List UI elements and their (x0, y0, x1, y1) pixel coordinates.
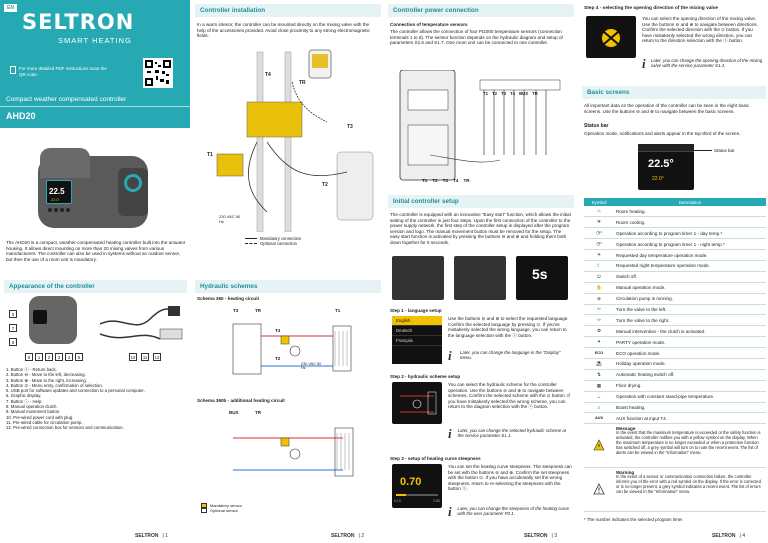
callout-number: 11 (142, 355, 148, 360)
callout-number: 9 (25, 353, 33, 361)
terminal-labels (483, 91, 538, 96)
warning-title: Warning (616, 470, 635, 476)
table-row (584, 468, 766, 512)
scheme-label-t4: T4 (275, 328, 281, 333)
message-icon (584, 424, 614, 468)
terminal-diagram (390, 70, 572, 188)
part-item: 7. Button ⓘ - Help. (6, 398, 43, 404)
callout-number: 5 (75, 353, 83, 361)
installation-text: In a warm interior, the controller can be mounted directly on the mixing valve with the help of the accessories provided. Avoid close proximity to any strong electromagnetic fields. (197, 22, 370, 39)
wire-label: T4 (453, 178, 459, 183)
section-header-power: Controller power connection (388, 4, 574, 17)
symbol-description: Floor drying. (614, 380, 766, 391)
legend-optional-sensor: Optional sensor (210, 508, 239, 513)
step1-note-text: Later, you can change the language in the "Display" menu. (459, 350, 561, 361)
footer (135, 533, 168, 539)
callout-number: 12 (154, 355, 160, 360)
sensors-title: Connection of temperature sensors (390, 22, 468, 27)
table-row (584, 380, 766, 391)
page-3 (386, 0, 577, 543)
boost-icon: ⌂ (584, 402, 614, 413)
wire-labels (422, 178, 470, 183)
part-item: 10. Pre-wired power cord with plug. (6, 414, 74, 420)
steepness-value: 0.70 (400, 476, 422, 488)
section-header-appearance: Appearance of the controller (4, 280, 187, 293)
scheme-label-tr2: TR (255, 410, 261, 415)
info-icon: i (448, 504, 452, 519)
scheme-360-title: Schema 360 - heating circuit (197, 296, 260, 301)
moon-icon: ☾ (584, 260, 614, 271)
table-row (584, 358, 766, 369)
language-option[interactable]: Deutsch (392, 326, 442, 336)
footer-brand: SELTRON (135, 533, 159, 539)
model-name: AHD20 (6, 111, 36, 121)
symbol-description: Boost heating. (614, 402, 766, 413)
step4-note (642, 58, 764, 70)
symbol-description: PARTY operation mode. (614, 337, 766, 348)
symbol-description: Requested night temperature operation mode. (614, 260, 766, 271)
table-row (584, 239, 766, 250)
table-row (584, 326, 766, 337)
step3-note (448, 506, 572, 518)
cover-panel (0, 0, 190, 128)
language-badge: EN (4, 4, 17, 12)
steepness-min: 0.10 (394, 499, 401, 503)
symbol-description: ECO operation mode. (614, 348, 766, 359)
symbol-description: Manual operation mode. (614, 282, 766, 293)
table-row (584, 217, 766, 228)
hand-icon: ✋ (584, 282, 614, 293)
callout-number: 5 (9, 310, 17, 318)
scheme-label-t1: T1 (335, 308, 341, 313)
brand-logo: SELTRON (22, 10, 135, 34)
table-row (584, 304, 766, 315)
language-option[interactable]: Français (392, 336, 442, 346)
symbol-table (584, 198, 766, 512)
step1-text: Use the buttons ⊖ and ⊕ to select the requested language. Confirm the selected language by pressing ⊙. If you've mistakenly selected the wrong language, you can return to the language selection with the ⓢ button. (448, 316, 569, 338)
step2-text: You can select the hydraulic scheme for the controller operation. Use the buttons ⊖ and ⊕ to navigate between schemes. Confirm the selected scheme with the ⊙ button. If you have mistakenly selected the wrong scheme, you can return to the diagram selection with the ⓢ button. (448, 382, 570, 410)
screen-temperature: 22.5° (648, 158, 674, 170)
cooling-icon: ❄ (584, 217, 614, 228)
footnote: * The number indicates the selected program timer (584, 517, 683, 522)
symbol-description: AUX function at input T4. (614, 413, 766, 424)
pdf-icon (10, 66, 16, 74)
label-tr: TR (299, 80, 306, 86)
valve-direction-screen (586, 16, 636, 58)
step2-note (448, 428, 572, 440)
step4-note-text: Later, you can change the opening direction of the mixing valve with the service parameter S1.4. (650, 58, 763, 69)
footer (712, 533, 745, 539)
table-row (584, 206, 766, 217)
label-t1: T1 (207, 152, 213, 158)
section-header-installation: Controller installation (195, 4, 381, 17)
easy-start-images (392, 256, 572, 302)
part-item: 12. Pre-wired connection box for sensors and communication. (6, 425, 124, 431)
part-item: 6. Graphic display. (6, 393, 42, 399)
callout-number: 2 (45, 353, 53, 361)
footer-brand: SELTRON (524, 533, 548, 539)
step3-note-text: Later, you can change the steepness of the heating curve with the user parameter P2.1. (457, 506, 569, 517)
device-buttons (48, 208, 70, 213)
scheme-label-tr: TR (255, 308, 261, 313)
symbol-description: Operation according to program timer 1 - night temp.* (614, 239, 766, 250)
table-row (584, 315, 766, 326)
floor-drying-icon: ▦ (584, 380, 614, 391)
basic-screens-text: All important data on the operation of the controller can be seen in the eight basic screens. Use the buttons ⊖ and ⊕ to navigate between the basic screens. (584, 103, 750, 114)
step1-note (448, 350, 572, 362)
brand-subtitle: SMART HEATING (58, 36, 132, 45)
language-option[interactable]: English (392, 316, 442, 326)
terminal-label: T2 (492, 91, 498, 96)
power-icon: ⏻ (584, 271, 614, 282)
steepness-bar (396, 494, 438, 496)
page-1 (0, 0, 190, 543)
qr-code[interactable] (143, 58, 173, 88)
table-row (584, 260, 766, 271)
screen-small-value: 22.0° (652, 176, 664, 182)
symbol-description: Holiday operation mode. (614, 358, 766, 369)
display-temperature: 22.5 (49, 187, 65, 196)
appearance-diagram (5, 296, 187, 364)
table-row (584, 402, 766, 413)
callout-number: 10 (130, 355, 136, 360)
table-row (584, 271, 766, 282)
scheme-360b-title: Schema 360b - additional heating circuit (197, 398, 285, 403)
product-description: The AHD20 is a compact, weather-compensated heating controller built into the actuator housing. It allows direct mounting on more than 20 mixing valves from various manufacturers. The controller can also be used in systems without an outdoor sensor, but then the use of a room unit is mandatory. (6, 240, 186, 262)
product-line: Compact weather compensated controller (6, 96, 127, 103)
terminal-label: TR (532, 91, 538, 96)
info-icon: i (642, 56, 646, 71)
part-item: 2. Button ⊖ - Move to the left, decreasing. (6, 372, 86, 378)
table-row (584, 228, 766, 239)
scheme-label-t2: T2 (275, 356, 281, 361)
table-row (584, 348, 766, 359)
installation-diagram (197, 42, 379, 232)
page-number: | 4 (739, 533, 745, 539)
wire-label: T1 (422, 178, 428, 183)
screen-status-bar (638, 144, 694, 152)
callout-number: 4 (65, 353, 73, 361)
divider (0, 106, 190, 107)
table-row (584, 337, 766, 348)
legend-mandatory: Mandatory connection (260, 236, 302, 241)
step1-title: Step 1 - language setup (390, 308, 442, 313)
label-t3: T3 (347, 124, 353, 130)
label-power: 230 VAC 50 Hz (219, 214, 241, 224)
basic-screen-preview (638, 144, 694, 190)
qr-note: For more detailed PDF instructions scan the QR code. (19, 66, 107, 77)
step3-text: You can set the heating curve steepness. The steepness can be set with the buttons ⊖ and ⊕. Confirm the set steepness with the button ⊙. If you have accidentally set the wrong steepness, return to re-selecting the steepness with the button ⓢ. (448, 464, 572, 492)
language-list (392, 316, 442, 364)
table-row (584, 413, 766, 424)
callout-number: 8 (9, 338, 17, 346)
step3-title: Step 3 - setup of heating curve steepness (390, 456, 481, 461)
message-text: In the event that the maximum temperature is exceeded or the safety function is activated, the controller notifies you with a yellow symbol on the display. When the maximum temperature is no longer exceeded or when a protection function has switched off, a grey symbol will turn on to note the recent event. The list of alerts can be viewed in the "Information" menu. (616, 430, 761, 455)
callout-bottom-right (129, 353, 161, 361)
symbol-description: Manual intervention - the clutch is activated. (614, 326, 766, 337)
page-number: | 1 (162, 533, 168, 539)
aux-icon: AUX (584, 413, 614, 424)
footer (331, 533, 364, 539)
hold-duration: 5s (532, 266, 548, 282)
step2-note-text: Later, you can change the selected hydraulic scheme at the service parameter S1.1. (457, 428, 566, 439)
info-icon: i (448, 426, 452, 441)
symbol-description: Room heating. (614, 206, 766, 217)
symbol-description: Turn the valve to the right. (614, 315, 766, 326)
scheme-label-power: 230 VAC 50 Hz (301, 362, 322, 370)
connection-legend (245, 236, 301, 246)
section-header-hydraulic: Hydraulic schemes (195, 280, 381, 293)
device-illustration (38, 148, 153, 228)
display-small-value: 22.0 (51, 197, 59, 202)
label-t2: T2 (322, 182, 328, 188)
terminal-label: BUS (519, 91, 529, 96)
footer-brand: SELTRON (712, 533, 736, 539)
table-row (584, 282, 766, 293)
parts-list (6, 367, 186, 431)
step4-title: Step 4 - selecting the opening direction of the mixing valve (584, 6, 719, 11)
symbol-description: Operation according to program timer 1 - day temp.* (614, 228, 766, 239)
warning-text: In the event of a sensor or communication connection failure, the controller informs you of the error with a red symbol on the display. If the error is corrected or is no longer present, a grey symbol indicates a recent event. The list of errors can be viewed in the "Information" menu. (616, 474, 761, 495)
table-row (584, 250, 766, 261)
party-icon: ✦ (584, 337, 614, 348)
step4-text: You can select the opening direction of the mixing valve. Use the buttons ⊖ and ⊕ to navigate between directions. Confirm the selected direction with the ⊙ button. If you have mistakenly selected the wrong direction, you can return to the direction selection with the ⓢ button. (642, 16, 758, 44)
holiday-icon: ⛱ (584, 358, 614, 369)
footer (524, 533, 557, 539)
wire-label: T3 (442, 178, 449, 183)
valve-right-icon: ⇨ (584, 315, 614, 326)
table-row (584, 369, 766, 380)
table-row (584, 424, 766, 468)
scheme-360b-diagram (223, 408, 363, 490)
wire-label: T2 (432, 178, 438, 183)
part-item: 11. Pre-wired cable for circulation pump. (6, 419, 83, 425)
message-title: Message (616, 426, 636, 432)
symbol-description: Room cooling. (614, 217, 766, 228)
scheme-label-t3: T3 (233, 308, 239, 313)
symbol-description: Circulation pump is running. (614, 293, 766, 304)
constant-temp-icon: ↔ (584, 391, 614, 402)
part-item: 5. USB port for software updates and connection to a personal computer. (6, 388, 145, 394)
sensor-legend (201, 503, 242, 513)
eco-icon: ECO (584, 348, 614, 359)
section-header-initial-setup: Initial controller setup (388, 195, 574, 208)
table-header-symbol: Symbol (584, 198, 614, 206)
page-4 (580, 0, 768, 543)
legend-mandatory-sensor: Mandatory sensor (210, 503, 243, 508)
status-bar-title: Status bar (584, 123, 609, 129)
status-bar-callout (694, 148, 735, 153)
part-item: 8. Manual operation clutch. (6, 404, 58, 410)
page-number: | 2 (358, 533, 364, 539)
status-bar-text: Operation mode, notifications and alerts appear in the top-third of the screen. (584, 131, 741, 136)
heating-icon: ♨ (584, 206, 614, 217)
part-item: 9. Manual movement button. (6, 409, 61, 415)
initial-setup-text: The controller is equipped with an innovative "Easy start" function, which allows the initial setting of the controller in just four steps. Upon the first connection of the controller to the power supply network, the first step of the controller setup is displayed after the program version and logo. The manual movement button must be removed for the setup. The easy start function is activated by pressing the buttons ⊖ and ⊕ and holding them both down together for 5 seconds. (390, 212, 571, 245)
label-t4: T4 (265, 72, 271, 78)
symbol-description: Requested day temperature operation mode. (614, 250, 766, 261)
sensors-text: The controller allows the connection of four Pt1000 temperature sensors (connection terminals 1 to 8). The sensor function depends on the hydraulic diagram and setup of parameters S1.6 and S1.7. One room unit can be connected to one controller. (390, 29, 563, 46)
callout-number: 7 (9, 324, 17, 332)
part-item: 1. Button ⓢ - Return back. (6, 367, 57, 372)
info-icon: i (448, 348, 452, 363)
section-header-basic-screens: Basic screens (582, 86, 766, 99)
terminal-label: T3 (501, 91, 507, 96)
callout-number: 1 (35, 353, 43, 361)
wire-label: TR (463, 178, 470, 183)
terminal-label: T1 (483, 91, 489, 96)
part-item: 3. Button ⊕ - Move to the right, increasing. (6, 377, 87, 383)
callout-number: 3 (55, 353, 63, 361)
terminal-label: T4 (510, 91, 516, 96)
part-item: 4. Button ⊙ - Menu entry, confirmation of selection. (6, 382, 103, 388)
clutch-icon: ⚙ (584, 326, 614, 337)
step2-title: Step 2 - hydraulic scheme setup (390, 374, 461, 379)
symbol-description: Automatic heating switch off. (614, 369, 766, 380)
sun-icon: ☀ (584, 250, 614, 261)
page-number: | 3 (551, 533, 557, 539)
scheme-selection-screen (392, 382, 442, 424)
page-2 (193, 0, 384, 543)
callout-left (9, 310, 17, 346)
legend-optional: Optional connection (260, 241, 298, 246)
timer-day-icon: ◷¹ (584, 228, 614, 239)
footer-brand: SELTRON (331, 533, 355, 539)
table-header-description: Description (614, 198, 766, 206)
valve-left-icon: ⇦ (584, 304, 614, 315)
steepness-screen (392, 464, 442, 508)
steepness-max: 2.60 (433, 499, 440, 503)
scheme-label-bus: BUS (229, 410, 239, 415)
warning-icon (584, 468, 614, 512)
auto-off-icon: ⇅ (584, 369, 614, 380)
device-display (46, 180, 72, 204)
scheme-360-diagram (223, 306, 363, 386)
pump-icon: ⊛ (584, 293, 614, 304)
timer-night-icon: ◷¹ (584, 239, 614, 250)
symbol-description: Operation with constant stand-pipe temperature. (614, 391, 766, 402)
status-bar-label: Status bar (714, 148, 735, 153)
callout-bottom (25, 353, 83, 361)
table-row (584, 391, 766, 402)
table-row (584, 293, 766, 304)
symbol-description: Switch off. (614, 271, 766, 282)
symbol-description: Turn the valve to the left. (614, 304, 766, 315)
